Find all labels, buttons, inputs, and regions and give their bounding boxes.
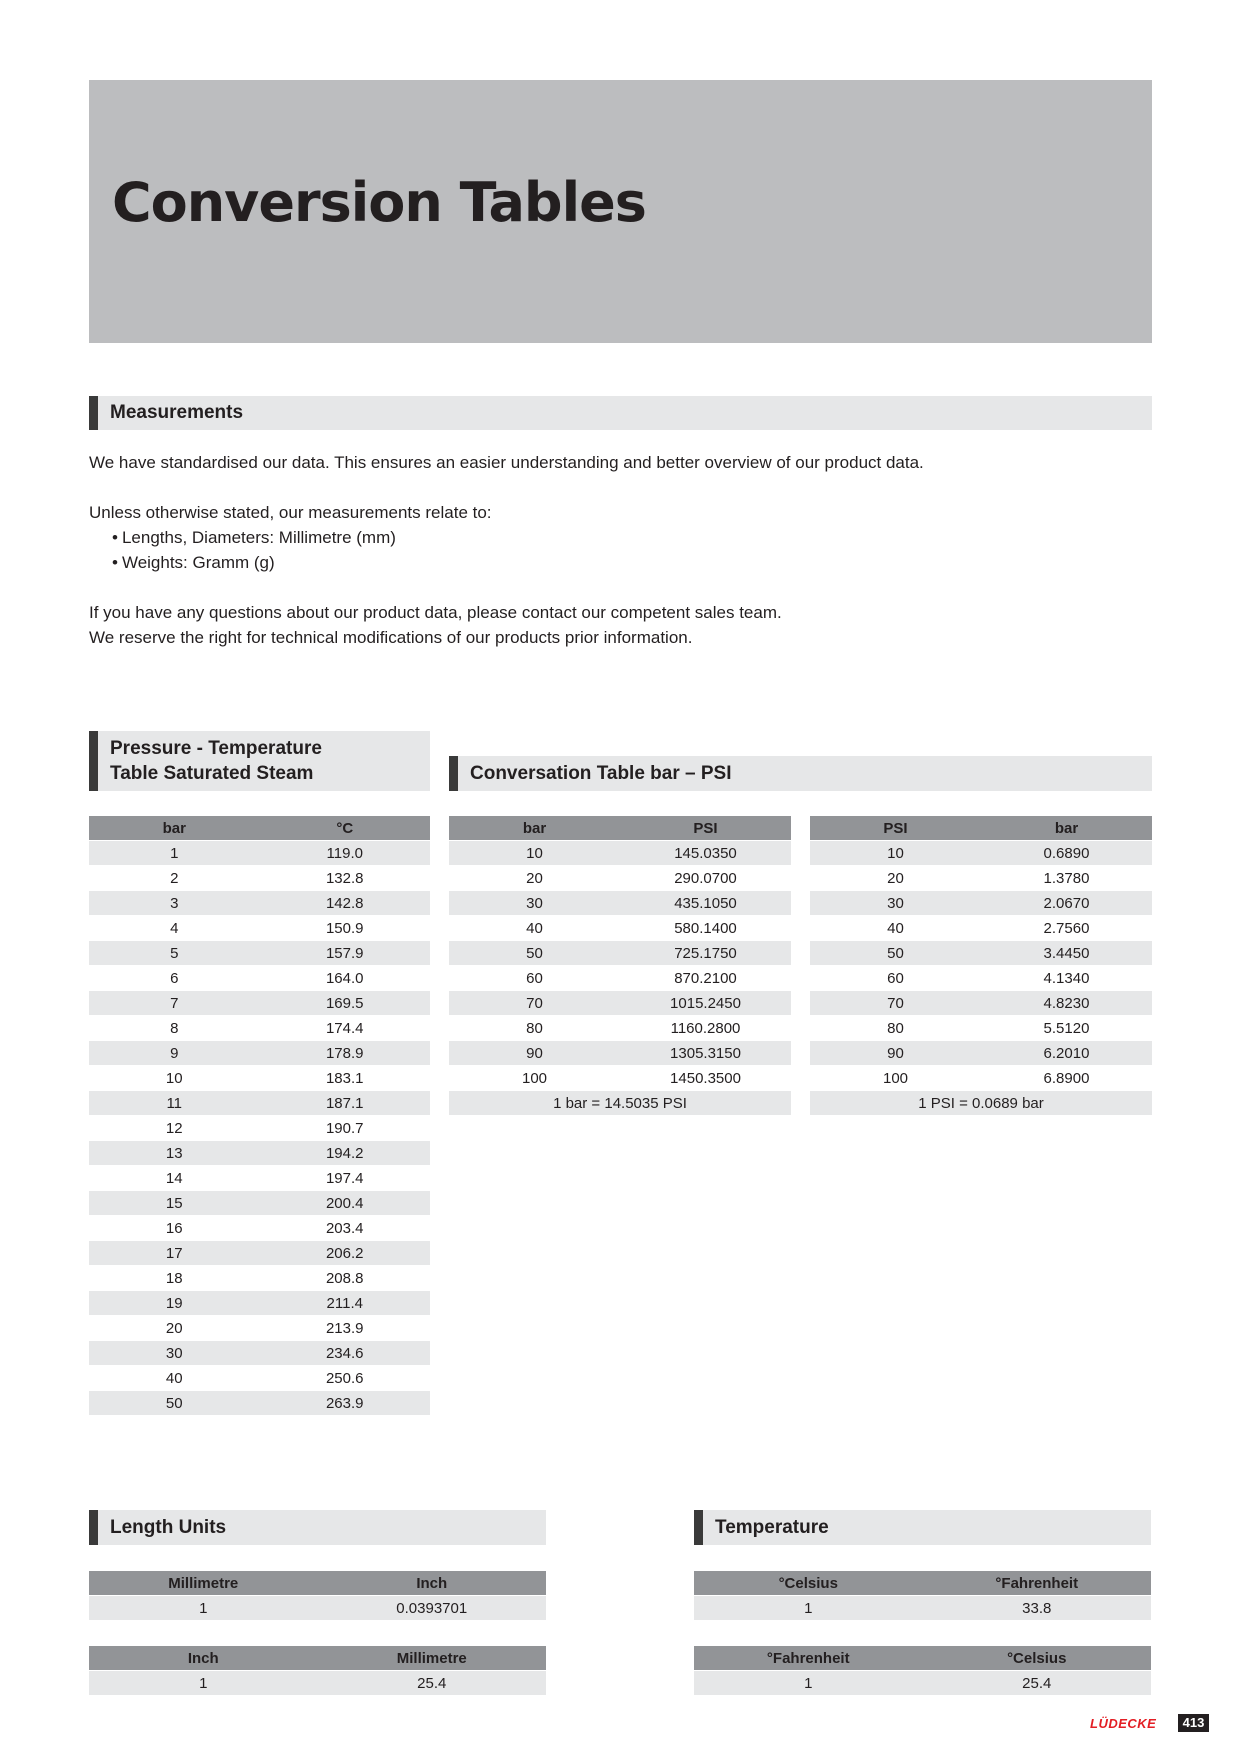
intro-paragraph: We have standardised our data. This ensures an easier understanding and better overview of our product data. <box>89 453 924 472</box>
table-cell: 18 <box>89 1266 260 1290</box>
column-header: °Celsius <box>694 1571 923 1595</box>
bar-to-psi-table <box>449 815 791 1116</box>
table-row <box>89 1016 430 1040</box>
table-cell: 70 <box>810 991 981 1015</box>
table-cell: 263.9 <box>260 1391 431 1415</box>
table-cell: 10 <box>89 1066 260 1090</box>
table-row <box>89 1091 430 1115</box>
table-cell: 30 <box>449 891 620 915</box>
section-title: Pressure - Temperature Table Saturated Steam <box>110 738 322 784</box>
table-cell: 20 <box>89 1316 260 1340</box>
table-row <box>89 1316 430 1340</box>
column-header: Millimetre <box>89 1571 318 1595</box>
table-cell: 40 <box>89 1366 260 1390</box>
table-cell: 25.4 <box>923 1671 1152 1695</box>
table-cell: 1 <box>694 1596 923 1620</box>
table-cell: 4.1340 <box>981 966 1152 990</box>
table-cell: 169.5 <box>260 991 431 1015</box>
table-row <box>89 1166 430 1190</box>
table-row <box>449 866 791 890</box>
table-cell: 290.0700 <box>620 866 791 890</box>
column-header: Inch <box>318 1571 547 1595</box>
table-row <box>89 1391 430 1415</box>
table-cell: 3.4450 <box>981 941 1152 965</box>
table-cell: 19 <box>89 1291 260 1315</box>
table-row <box>449 891 791 915</box>
section-header-steam <box>89 731 430 791</box>
table-row <box>449 941 791 965</box>
table-row <box>89 1291 430 1315</box>
table-cell: 20 <box>449 866 620 890</box>
table-row <box>810 941 1152 965</box>
table-cell: 1 <box>89 1596 318 1620</box>
table-cell: 11 <box>89 1091 260 1115</box>
table-row <box>449 1066 791 1090</box>
table-row <box>810 891 1152 915</box>
table-cell: 194.2 <box>260 1141 431 1165</box>
title-banner <box>89 80 1152 343</box>
table-cell: 33.8 <box>923 1596 1152 1620</box>
table-cell: 60 <box>810 966 981 990</box>
table-cell: 12 <box>89 1116 260 1140</box>
section-header-temperature <box>694 1510 1151 1545</box>
table-row <box>89 1596 546 1620</box>
fahrenheit-to-celsius-table <box>694 1645 1151 1696</box>
table-row <box>449 1016 791 1040</box>
table-cell: 3 <box>89 891 260 915</box>
table-cell: 50 <box>89 1391 260 1415</box>
table-row <box>810 1066 1152 1090</box>
table-row <box>89 866 430 890</box>
table-cell: 90 <box>810 1041 981 1065</box>
table-cell: 174.4 <box>260 1016 431 1040</box>
column-header: bar <box>89 816 260 840</box>
table-row <box>810 841 1152 865</box>
psi-to-bar-table <box>810 815 1152 1116</box>
table-cell: 70 <box>449 991 620 1015</box>
table-row <box>810 916 1152 940</box>
table-cell: 1 <box>89 1671 318 1695</box>
table-cell: 90 <box>449 1041 620 1065</box>
table-cell: 0.6890 <box>981 841 1152 865</box>
table-cell: 142.8 <box>260 891 431 915</box>
table-cell: 9 <box>89 1041 260 1065</box>
table-row <box>89 1241 430 1265</box>
table-cell: 183.1 <box>260 1066 431 1090</box>
table-cell: 100 <box>810 1066 981 1090</box>
column-header: Inch <box>89 1646 318 1670</box>
table-row <box>89 891 430 915</box>
table-cell: 6.8900 <box>981 1066 1152 1090</box>
table-cell: 2 <box>89 866 260 890</box>
table-cell: 1015.2450 <box>620 991 791 1015</box>
table-row <box>449 991 791 1015</box>
column-header: °Celsius <box>923 1646 1152 1670</box>
table-cell: 10 <box>449 841 620 865</box>
table-cell: 208.8 <box>260 1266 431 1290</box>
table-row <box>449 841 791 865</box>
table-cell: 119.0 <box>260 841 431 865</box>
table-cell: 10 <box>810 841 981 865</box>
list-item: • Weights: Gramm (g) <box>112 553 275 572</box>
column-header: °Fahrenheit <box>923 1571 1152 1595</box>
table-cell: 870.2100 <box>620 966 791 990</box>
table-cell: 150.9 <box>260 916 431 940</box>
celsius-to-fahrenheit-table <box>694 1570 1151 1621</box>
measurements-text <box>89 450 1152 650</box>
table-cell: 30 <box>810 891 981 915</box>
table-cell: 6.2010 <box>981 1041 1152 1065</box>
section-title: Measurements <box>110 402 244 423</box>
table-row <box>89 1141 430 1165</box>
table-cell: 206.2 <box>260 1241 431 1265</box>
table-cell: 50 <box>810 941 981 965</box>
table-cell: 80 <box>449 1016 620 1040</box>
table-cell: 234.6 <box>260 1341 431 1365</box>
table-cell: 14 <box>89 1166 260 1190</box>
table-row <box>89 841 430 865</box>
table-cell: 30 <box>89 1341 260 1365</box>
column-header: bar <box>981 816 1152 840</box>
contact-paragraph: If you have any questions about our product data, please contact our competent sales team. <box>89 603 782 622</box>
table-cell: 20 <box>810 866 981 890</box>
table-cell: 187.1 <box>260 1091 431 1115</box>
table-row <box>89 1671 546 1695</box>
table-cell: 2.0670 <box>981 891 1152 915</box>
table-cell: 4.8230 <box>981 991 1152 1015</box>
reserve-paragraph: We reserve the right for technical modifications of our products prior information. <box>89 628 693 647</box>
table-cell: 164.0 <box>260 966 431 990</box>
table-row <box>89 1266 430 1290</box>
table-cell: 17 <box>89 1241 260 1265</box>
table-cell: 580.1400 <box>620 916 791 940</box>
section-header-bar-psi <box>449 756 1152 791</box>
table-cell: 25.4 <box>318 1671 547 1695</box>
section-title: Temperature <box>715 1516 829 1538</box>
table-cell: 8 <box>89 1016 260 1040</box>
table-cell: 1305.3150 <box>620 1041 791 1065</box>
table-cell: 40 <box>810 916 981 940</box>
table-cell: 5.5120 <box>981 1016 1152 1040</box>
conversion-note: 1 bar = 14.5035 PSI <box>449 1091 791 1115</box>
table-row <box>810 866 1152 890</box>
table-row <box>89 1191 430 1215</box>
table-cell: 211.4 <box>260 1291 431 1315</box>
section-header-measurements <box>89 396 1152 430</box>
table-cell: 213.9 <box>260 1316 431 1340</box>
table-row <box>449 966 791 990</box>
table-row <box>810 966 1152 990</box>
table-row <box>89 1041 430 1065</box>
section-title: Conversation Table bar – PSI <box>470 762 732 784</box>
page-title: Conversion Tables <box>112 171 646 234</box>
lead-paragraph: Unless otherwise stated, our measurements relate to: <box>89 503 492 522</box>
table-cell: 1 <box>694 1671 923 1695</box>
table-row <box>449 1041 791 1065</box>
table-cell: 145.0350 <box>620 841 791 865</box>
table-cell: 178.9 <box>260 1041 431 1065</box>
table-cell: 1 <box>89 841 260 865</box>
column-header: bar <box>449 816 620 840</box>
table-row <box>810 1016 1152 1040</box>
table-cell: 4 <box>89 916 260 940</box>
list-item: • Lengths, Diameters: Millimetre (mm) <box>112 528 396 547</box>
table-cell: 190.7 <box>260 1116 431 1140</box>
table-cell: 7 <box>89 991 260 1015</box>
column-header: Millimetre <box>318 1646 547 1670</box>
table-cell: 2.7560 <box>981 916 1152 940</box>
table-cell: 100 <box>449 1066 620 1090</box>
column-header: °C <box>260 816 431 840</box>
mm-to-inch-table <box>89 1570 546 1621</box>
table-cell: 6 <box>89 966 260 990</box>
table-row <box>89 1066 430 1090</box>
table-cell: 725.1750 <box>620 941 791 965</box>
table-cell: 15 <box>89 1191 260 1215</box>
column-header: PSI <box>810 816 981 840</box>
table-row <box>89 966 430 990</box>
table-row <box>810 991 1152 1015</box>
inch-to-mm-table <box>89 1645 546 1696</box>
table-cell: 157.9 <box>260 941 431 965</box>
table-cell: 200.4 <box>260 1191 431 1215</box>
table-cell: 60 <box>449 966 620 990</box>
table-cell: 197.4 <box>260 1166 431 1190</box>
table-cell: 203.4 <box>260 1216 431 1240</box>
table-row <box>89 1216 430 1240</box>
table-cell: 1450.3500 <box>620 1066 791 1090</box>
column-header: PSI <box>620 816 791 840</box>
section-title: Length Units <box>110 1516 227 1538</box>
table-row <box>694 1596 1151 1620</box>
table-cell: 16 <box>89 1216 260 1240</box>
table-cell: 1.3780 <box>981 866 1152 890</box>
table-cell: 80 <box>810 1016 981 1040</box>
table-cell: 50 <box>449 941 620 965</box>
table-cell: 132.8 <box>260 866 431 890</box>
table-row <box>449 916 791 940</box>
brand-logo: LÜDECKE <box>1090 1716 1157 1731</box>
measurement-list <box>89 525 1152 575</box>
table-cell: 5 <box>89 941 260 965</box>
table-row <box>89 941 430 965</box>
steam-table <box>89 815 430 1416</box>
table-cell: 1160.2800 <box>620 1016 791 1040</box>
table-row <box>810 1041 1152 1065</box>
table-row <box>694 1671 1151 1695</box>
section-header-length <box>89 1510 546 1545</box>
table-row <box>89 916 430 940</box>
table-row <box>89 1341 430 1365</box>
table-cell: 13 <box>89 1141 260 1165</box>
table-row <box>89 991 430 1015</box>
page-number: 413 <box>1178 1714 1209 1732</box>
table-cell: 40 <box>449 916 620 940</box>
table-cell: 0.0393701 <box>318 1596 547 1620</box>
column-header: °Fahrenheit <box>694 1646 923 1670</box>
conversion-note: 1 PSI = 0.0689 bar <box>810 1091 1152 1115</box>
table-row <box>89 1116 430 1140</box>
table-cell: 250.6 <box>260 1366 431 1390</box>
table-cell: 435.1050 <box>620 891 791 915</box>
table-row <box>89 1366 430 1390</box>
